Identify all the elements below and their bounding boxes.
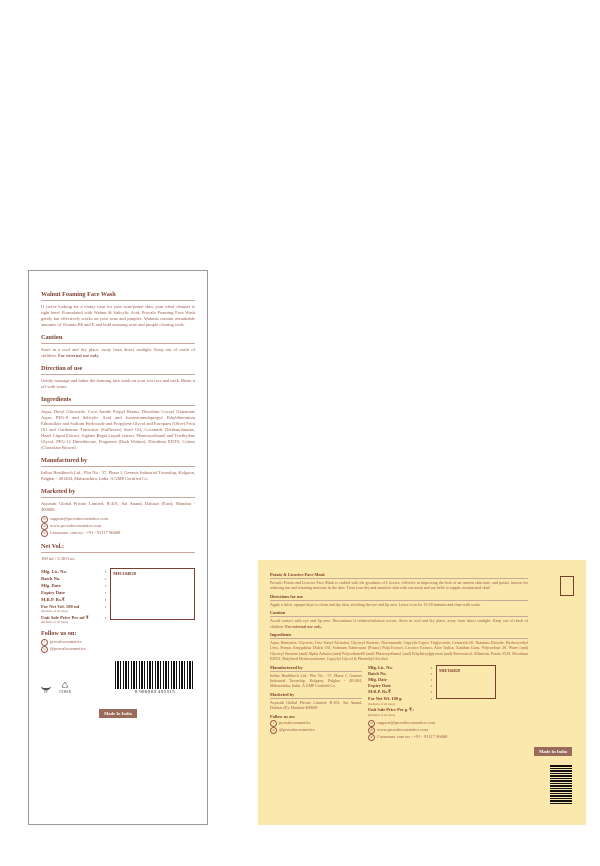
manufactured-title: Manufactured by [41, 457, 88, 464]
mask-intro: Provalo Potato and Licorice Face Mask is crafted with the goodness of Licorice, effective in improving the look of an uneven skin tone, and potato, known for reducing tan and retaining moisture in the skin. Treat your dry and sensitive skin with our mask and say hello to supple, moisturized skin! [270, 580, 528, 591]
email-row[interactable]: ✉ support@provalocosmetics.com [41, 516, 195, 523]
recycle-pp-icon: PP [41, 680, 51, 694]
mask-ingredients-title: Ingredients [270, 632, 292, 638]
made-in-india-badge: Made In India [99, 709, 137, 718]
mask-facebook-row[interactable]: f provalocosmetics [270, 720, 362, 727]
mask-caution-text: Avoid contact with eye and lip area. Discontinue if redness/irritation occurs. Store in cool and dry place, away from direct sunlight. Keep out of reach of children. For external use only. [270, 618, 528, 629]
caution-text: Store in a cool and dry place, away from direct sunlight. Keep out of reach of children. For external use only. [41, 347, 195, 358]
barcode-icon [115, 661, 195, 689]
ingredients-text: Aqua, Decyl Glucoside, Coco Amide Propyl Betain, Disodium Cocoyl Glutamate Aqua, PEG-8 and Salicylic Acid and Isostearamidopropyl Ethyldimonium Ethosulfate and Sodium Hydroxide and Propylene Glycol and Europaea (Olive) Fruit Oil and Carthamus Tinctorius (Safflower) Seed Oil, Cocamide Diethanolamine, Hazel Liquid Extract, Juglans Regia Liquid extract, Phenoxyethanol and Triethylene Glycol, PEG-12 Dimethicone, Fragrance (Dark Walnut), Disodium EDTA, Colour (Chocolate Brown). [41, 409, 195, 450]
net-vol-text: 100 ml / 3.38 fl.oz. [41, 556, 76, 561]
mask-follow-title: Follow us on: [270, 713, 296, 719]
caution-title: Caution [41, 334, 63, 341]
facebook-row[interactable]: f provalocosmetics [41, 639, 195, 646]
mask-direction-title: Directions for use [270, 593, 304, 599]
email-icon: ✉ [41, 516, 48, 523]
mask-ingredients-text: Aqua, Bentonite, Glycerin, Ceto Steryl Alchohol, Glyceryl Stearate, Niacinamide, Caprylic/Capric Triglyceride, Ceteareth-20, Titanium Dioxide, Hydroxyethyl Urea, Prunus Amygdalus Dulcis Oil, Solanum Tuberosum (Potato) Pulp Extract, Licorice Extract, Aloe Indica, Xanthan Gum, Polysorbate 20, Water (and) Glyceryl Stearate (and) Alpha Arbutin (and) Polysorbate60 (and) Phenoxyethanol (and) Ethylhexylglycerin (and) Resveratrol, Allantoin, Potato 5529, Disodium EDTA, Butylated Hydroxytoluene, Caprylyl Glycol & Phenethyl Alcohol. [270, 640, 528, 662]
mask-mh-license-box: MH/104828 [436, 665, 496, 699]
mask-made-in-india-badge: Made In India [534, 747, 572, 756]
mask-caution-title: Caution [270, 610, 286, 616]
mask-email-row[interactable]: ✉ support@provalocosmetics.com [368, 720, 528, 727]
mask-phone-row: ☏ Consumer care no : +91 - 91117 96668 [369, 734, 448, 740]
instagram-icon: ◎ [41, 646, 48, 653]
instagram-row[interactable]: ◎ @provalocosmetics [41, 646, 195, 653]
mask-instagram-row[interactable]: ◎ @provalocosmetics [270, 727, 362, 734]
mask-direction-text: Apply a thick, opaque layer to clean and dry skin, avoiding the eye and lip area. Leave it on for 15-20 minutes and rinse with water. [270, 601, 481, 607]
barcode: 8 906084 495515 [115, 661, 195, 694]
mask-manufactured-title: Manufactured by [270, 664, 303, 670]
barcode-icon [550, 764, 572, 804]
spec-table: Mfg. Lic. No. : Batch No. : Mfg. Date : Expiry Date : M.R.P. Rs.₹ : For Net Vol. 100 ml : (Inclusive of all taxes) Unit Sale Price Per ml ₹ : (Inclusive of all taxes) MH/104828 [41, 568, 195, 624]
globe-icon: ⊕ [41, 523, 48, 530]
phone-icon: ☏ [42, 531, 47, 535]
mask-manufactured-text: Influx Healthtech Ltd., Plot No : 57, Phase I, Genesis Industrial Township, Kolgaon, Palghar - 401404, Maharashtra, India. A GMP Certified Co. [270, 672, 362, 689]
email-icon: ✉ [368, 720, 375, 727]
net-vol-title: Net Vol.: [41, 543, 65, 550]
mask-spec-table: Mfg. Lic. No. : Batch No. : Mfg. Date : Expiry Date : M.R.P. Rs.₹ : For Net Wt. 100 g. : (Inclusive of all taxes) [368, 664, 432, 706]
follow-title: Follow us on: [41, 630, 77, 637]
mh-license-box: MH/104828 [110, 568, 195, 620]
marketed-text: Asyasnk Global Private Limited, B-201, Sai Anand, Dahisar (East), Mumbai - 400068. [41, 501, 195, 512]
potato-face-mask-label: Potato & Licorice Face Mask Provalo Potato and Licorice Face Mask is crafted with the goodness of Licorice, effective in improving the look of an uneven skin tone, and potato, known for reducing tan and retaining moisture in the skin. Treat your dry and sensitive skin with our mask and say hello to supple, moisturized skin! Directions for use Apply a thick, opaque layer to clean and dry skin, avoiding the eye and lip area. Leave it on for 15-20 minutes and rinse with water. Caution Avoid contact with eye and lip area. Discontinue if redness/irritation occurs. Store in cool and dry place, away from direct sunlight. Keep out of reach of children. For external use only. Ingredients Aqua, Bentonite, Glycerin, Ceto Steryl Alchohol, Glyceryl Stearate, Niacinamide, Caprylic/Capric Triglyceride, Ceteareth-20, Titanium Dioxide, Hydroxyethyl Urea, Prunus Amygdalus Dulcis Oil, Solanum Tuberosum (Potato) Pulp Extract, Licorice Extract, Aloe Indica, Xanthan Gum, Polysorbate 20, Water (and) Glyceryl Stearate (and) Alpha Arbutin (and) Polysorbate60 (and) Phenoxyethanol (and) Ethylhexylglycerin (and) Resveratrol, Allantoin, Potato 5529, Disodium EDTA, Butylated Hydroxytoluene, Caprylyl Glycol & Phenethyl Alcohol. Manufactured by Influx Healthtech Ltd., Plot No : 57, Phase I, Genesis Industrial Township, Kolgaon, Palghar - 401404, Maharashtra, India. A GMP Certified Co. Marketed by Asyasnk Global Private Limited, B-201, Sai Anand, Dahisar (E), Mumbai-400068 Follow us on: f provalocosmetics ◎ @provalocosmetics Mfg. Lic. No. : Batch No. : Mfg. Date : Expiry Date : M.R.P. Rs.₹ : For Net Wt. 100 g. : (Inclusive of all taxes) MH/104828 Unit Sale Price Per g. ₹ : (Inclusive of all taxes) ✉ support@provalocosmetics.com ⊕ www.provalocosmetics.com ☏ Consumer care no : +91 - 91117 96668 Made In India [258, 560, 586, 825]
walnut-face-wash-label [28, 270, 208, 825]
globe-icon: ⊕ [368, 727, 375, 734]
product-title: Walnut Foaming Face Wash [41, 291, 116, 298]
product-intro: If you're looking for a foamy treat for your acne-prone skin, your ideal cleanser is right here! Formulated with Walnut & Salicylic Acid, Provalo Foaming Face Wash gently but effectively works on your acne and pimples. Walnuts contain remarkable amounts of Vitamin B6 and E and hold amazing acne and pimple clearing tools. [41, 304, 195, 327]
mask-marketed-title: Marketed by [270, 691, 295, 697]
mask-marketed-text: Asyasnk Global Private Limited, B-201, Sai Anand, Dahisar (E), Mumbai-400068 [270, 699, 362, 711]
jar-icon [560, 576, 574, 596]
facebook-icon: f [270, 720, 277, 727]
direction-title: Direction of use [41, 365, 83, 372]
instagram-icon: ◎ [270, 727, 277, 734]
mask-unit-price: Unit Sale Price Per g. ₹ : [368, 706, 415, 712]
mask-title: Potato & Licorice Face Mask [270, 572, 325, 577]
recycle-other-icon: ♺ OTHER [59, 681, 71, 694]
phone-icon: ☏ [369, 734, 374, 739]
direction-text: Gently massage and lather the foaming face wash on your wet face and neck. Rinse it off with water. [41, 378, 195, 389]
ingredients-title: Ingredients [41, 396, 72, 403]
marketed-title: Marketed by [41, 488, 76, 495]
mask-web-row[interactable]: ⊕ www.provalocosmetics.com [368, 727, 528, 734]
phone-row: ☏ Consumer care no : +91 - 91117 96668 [42, 530, 121, 536]
facebook-icon: f [41, 639, 48, 646]
web-row[interactable]: ⊕ www.provalocosmetics.com [41, 523, 195, 530]
manufactured-text: Influx Healthtech Ltd., Plot No : 57, Phase I, Genesis Industrial Township, Kolgaon, Palghar - 401404, Maharashtra, India. A GMP Certified Co. [41, 470, 195, 481]
